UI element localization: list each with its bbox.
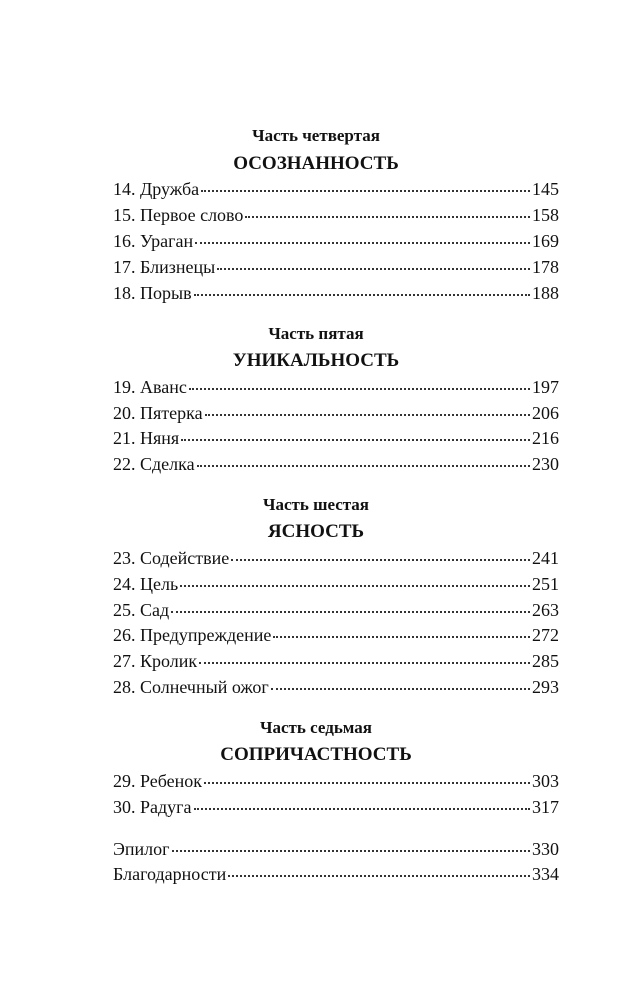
dot-leader xyxy=(181,435,530,441)
toc-entry[interactable] xyxy=(113,426,559,450)
toc-entry[interactable] xyxy=(113,203,559,227)
toc-entry[interactable] xyxy=(113,452,559,476)
dot-leader xyxy=(194,804,530,810)
entry-page: 158 xyxy=(532,205,559,225)
entry-page: 188 xyxy=(532,283,559,303)
entry-title: 17. Близнецы xyxy=(113,257,216,277)
toc-entry-epilogue[interactable] xyxy=(113,837,559,861)
dot-leader xyxy=(195,238,530,244)
dot-leader xyxy=(194,290,530,296)
entry-title: Благодарности xyxy=(113,864,227,884)
entry-title: 15. Первое слово xyxy=(113,205,244,225)
entry-page: 334 xyxy=(532,864,559,884)
dot-leader xyxy=(245,212,530,218)
part-title: ОСОЗНАННОСТЬ xyxy=(233,153,399,174)
dot-leader xyxy=(172,846,530,852)
entry-title: 19. Аванс xyxy=(113,377,187,397)
entry-title: 28. Солнечный ожог xyxy=(113,677,269,697)
toc-entry[interactable] xyxy=(113,598,559,622)
dot-leader xyxy=(205,410,530,416)
toc-entry[interactable] xyxy=(113,675,559,699)
part-label: Часть пятая xyxy=(268,324,364,343)
entry-page: 330 xyxy=(532,839,559,859)
entry-page: 293 xyxy=(532,677,559,697)
entry-title: 20. Пятерка xyxy=(113,403,203,423)
entry-page: 241 xyxy=(532,548,559,568)
entry-page: 169 xyxy=(532,231,559,251)
part-label: Часть седьмая xyxy=(260,718,372,737)
entry-title: Эпилог xyxy=(113,839,170,859)
entry-page: 206 xyxy=(532,403,559,423)
entry-title: 21. Няня xyxy=(113,428,180,448)
dot-leader xyxy=(171,607,530,613)
entry-title: 29. Ребенок xyxy=(113,771,203,791)
entry-page: 263 xyxy=(532,600,559,620)
part-title: ЯСНОСТЬ xyxy=(267,521,365,542)
toc-entry-acknowledgements[interactable] xyxy=(113,862,559,886)
entry-page: 216 xyxy=(532,428,559,448)
toc-entry[interactable] xyxy=(113,769,559,793)
dot-leader xyxy=(231,555,530,561)
entry-title: 27. Кролик xyxy=(113,651,198,671)
entry-title: 24. Цель xyxy=(113,574,179,594)
entry-title: 23. Содействие xyxy=(113,548,230,568)
entry-page: 145 xyxy=(532,179,559,199)
dot-leader xyxy=(199,658,530,664)
entry-title: 16. Ураган xyxy=(113,231,194,251)
toc-entry[interactable] xyxy=(113,375,559,399)
entry-page: 272 xyxy=(532,625,559,645)
toc-entry[interactable] xyxy=(113,255,559,279)
part-title: СОПРИЧАСТНОСТЬ xyxy=(220,744,412,765)
entry-page: 285 xyxy=(532,651,559,671)
dot-leader xyxy=(217,264,530,270)
entry-title: 26. Предупреждение xyxy=(113,625,272,645)
toc-entry[interactable] xyxy=(113,623,559,647)
part-label: Часть четвертая xyxy=(252,126,380,145)
dot-leader xyxy=(273,632,530,638)
entry-page: 197 xyxy=(532,377,559,397)
entry-title: 22. Сделка xyxy=(113,454,195,474)
entry-title: 30. Радуга xyxy=(113,797,192,817)
dot-leader xyxy=(189,384,530,390)
entry-title: 14. Дружба xyxy=(113,179,200,199)
entry-page: 178 xyxy=(532,257,559,277)
toc-entry[interactable] xyxy=(113,572,559,596)
dot-leader xyxy=(228,871,530,877)
entry-page: 303 xyxy=(532,771,559,791)
toc-entry[interactable] xyxy=(113,177,559,201)
dot-leader xyxy=(271,684,530,690)
dot-leader xyxy=(201,186,530,192)
entry-page: 251 xyxy=(532,574,559,594)
toc-entry[interactable] xyxy=(113,795,559,819)
dot-leader xyxy=(197,461,530,467)
toc-entry[interactable] xyxy=(113,229,559,253)
dot-leader xyxy=(204,778,530,784)
entry-title: 18. Порыв xyxy=(113,283,192,303)
toc-entry[interactable] xyxy=(113,546,559,570)
dot-leader xyxy=(180,581,530,587)
part-label: Часть шестая xyxy=(262,495,370,514)
toc-entry[interactable] xyxy=(113,281,559,305)
toc-entry[interactable] xyxy=(113,401,559,425)
entry-page: 317 xyxy=(532,797,559,817)
part-title: УНИКАЛЬНОСТЬ xyxy=(232,350,400,371)
toc-entry[interactable] xyxy=(113,649,559,673)
entry-page: 230 xyxy=(532,454,559,474)
entry-title: 25. Сад xyxy=(113,600,170,620)
